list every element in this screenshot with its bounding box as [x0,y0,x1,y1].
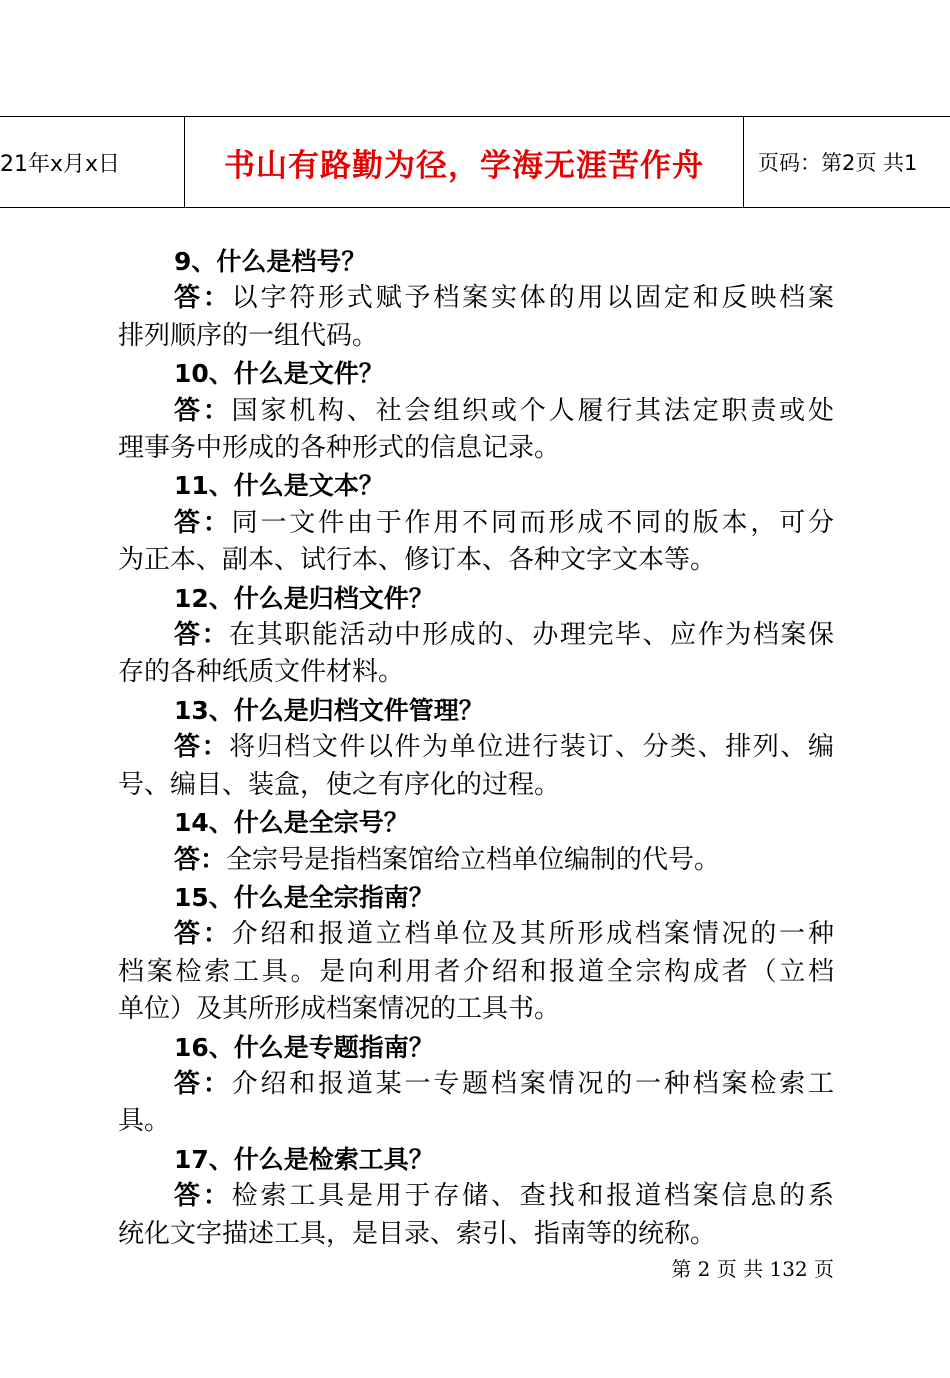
answer-line [118,1066,834,1103]
answer-label: 答： [174,507,232,538]
answer-label: 答： [174,1181,232,1212]
answer-text: 全宗号是指档案馆给立档单位编制的代号。 [226,844,721,875]
answer-text: 以字符形式赋予档案实体的用以固定和反映档案 [231,283,834,314]
question-heading: 17、什么是检索工具？ [174,1144,434,1174]
answer-label: 答： [174,1068,232,1099]
question-heading: 11、什么是文本？ [174,471,384,501]
answer-label: 答： [174,732,230,763]
question-heading: 12、什么是归档文件？ [174,583,434,613]
answer-line [118,505,834,542]
header-motto: 书山有路勤为径，学海无涯苦作舟 [224,147,704,184]
answer-line [118,617,834,654]
answer-text: 将归档文件以件为单位进行装订、分类、排列、编 [229,732,834,763]
question-heading: 9、什么是档号？ [174,247,367,276]
header-page-label: 页码：第2页 共1 [758,151,918,175]
header-page-cell [744,117,950,207]
question-heading: 15、什么是全宗指南？ [174,882,434,912]
answer-line [118,916,834,953]
answer-label: 答： [174,919,232,950]
answer-continuation: 排列顺序的一组代码。 [118,320,379,351]
answer-line [118,842,834,879]
answer-continuation: 具。 [118,1106,171,1137]
header-date: 21年x月x日 [0,151,121,177]
answer-line [118,729,834,766]
question-heading: 10、什么是文件？ [174,359,384,389]
answer-continuation: 理事务中形成的各种形式的信息记录。 [118,433,561,464]
page-header [0,116,950,208]
answer-continuation: 为正本、副本、试行本、修订本、各种文字文本等。 [118,545,717,576]
answer-text: 在其职能活动中形成的、办理完毕、应作为档案保 [229,620,834,651]
answer-line [118,393,834,430]
answer-line [118,1178,834,1215]
answer-text: 介绍和报道立档单位及其所形成档案情况的一种 [231,919,834,950]
answer-text: 同一文件由于作用不同而形成不同的版本，可分 [231,507,834,538]
answer-label: 答： [174,283,232,314]
answer-continuation: 统化文字描述工具，是目录、索引、指南等的统称。 [118,1218,717,1249]
answer-text: 介绍和报道某一专题档案情况的一种档案检索工 [231,1068,834,1099]
answer-text: 检索工具是用于存储、查找和报道档案信息的系 [231,1181,834,1212]
answer-continuation: 存的各种纸质文件材料。 [118,657,405,688]
header-motto-cell [185,117,744,207]
answer-text: 国家机构、社会组织或个人履行其法定职责或处 [231,395,834,426]
document-body [118,243,834,1253]
answer-label: 答： [174,395,232,426]
question-heading: 13、什么是归档文件管理？ [174,695,484,725]
answer-label: 答： [174,844,227,875]
question-heading: 14、什么是全宗号？ [174,808,409,838]
answer-continuation: 档案检索工具。是向利用者介绍和报道全宗构成者（立档 [118,956,834,987]
header-date-cell [0,117,185,207]
footer-page-number: 第 2 页 共 132 页 [671,1257,834,1281]
answer-line [118,280,834,317]
answer-label: 答： [174,620,230,651]
answer-continuation: 单位）及其所形成档案情况的工具书。 [118,994,561,1025]
answer-continuation: 号、编目、装盒，使之有序化的过程。 [118,769,561,800]
question-heading: 16、什么是专题指南？ [174,1032,434,1062]
page-footer [0,1253,834,1282]
